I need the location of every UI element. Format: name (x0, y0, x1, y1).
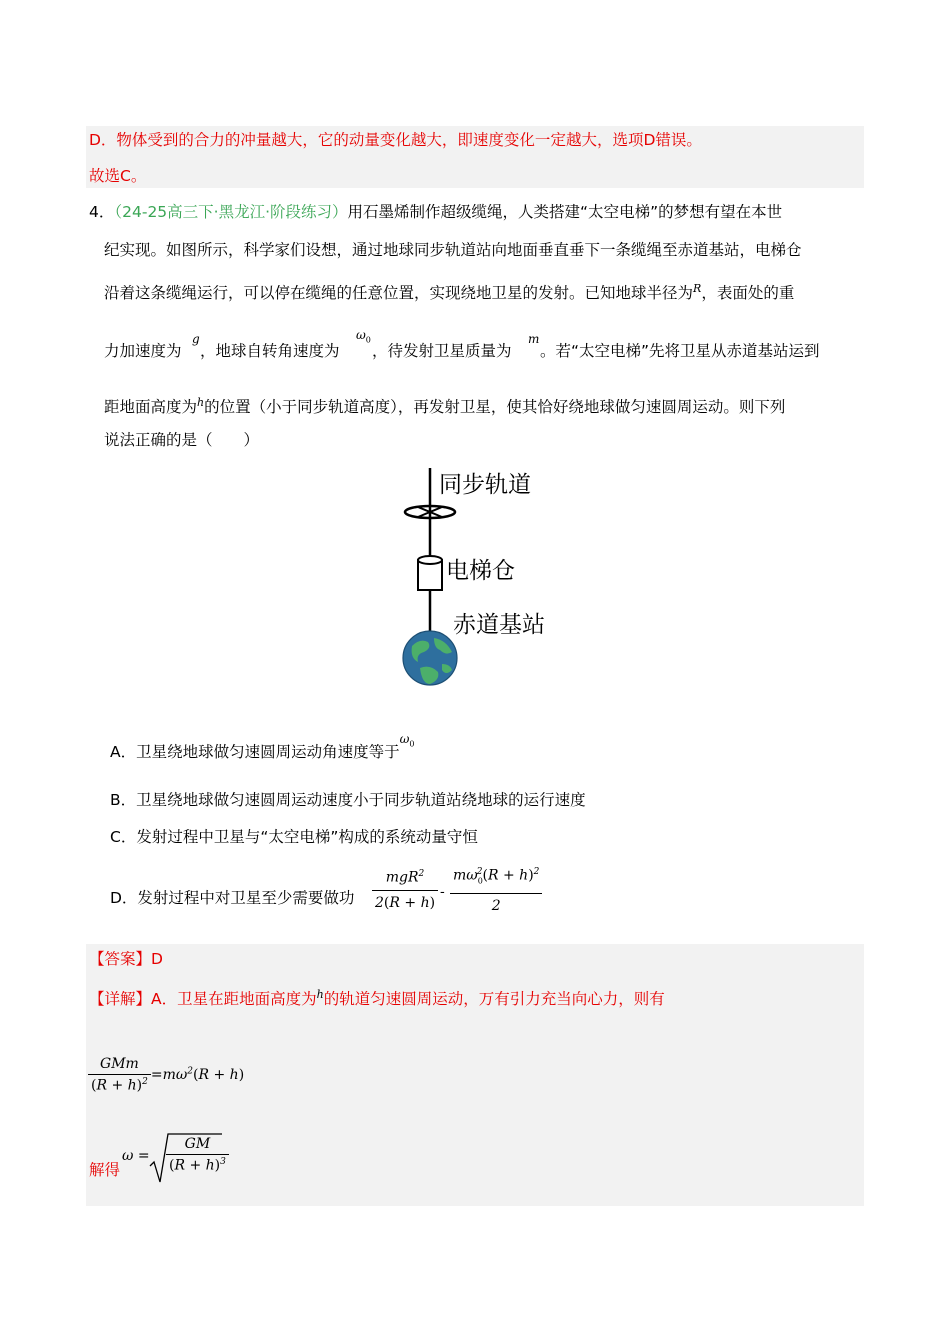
option-d: D．发射过程中对卫星至少需要做功 mgR$^2$ 2(R + h) - $\frac{m\omega_0^2(R + h)^2}{2}$ (110, 864, 570, 910)
elevator-cabin-icon (418, 556, 442, 590)
earth-icon (403, 631, 457, 685)
option-b: B．卫星绕地球做匀速圆周运动速度小于同步轨道站绕地球的运行速度 (110, 791, 586, 809)
question-line-1 (89, 202, 782, 222)
option-d-fraction-2: $\frac{m\omega_0^2(R + h)^2}{2}$ (450, 862, 542, 916)
question-line-5: 距地面高度为$^h$的位置（小于同步轨道高度），再发射卫星，使其恰好绕地球做匀速圆周运动。则下列 (104, 396, 786, 417)
option-a-omega0: ω0 (399, 732, 415, 749)
solve-label: 解得 (89, 1161, 121, 1179)
option-a: A．卫星绕地球做匀速圆周运动角速度等于$^{\omega_0}$ (110, 732, 415, 761)
equation-2-lhs: ω = (122, 1148, 150, 1164)
label-elevator: 电梯仓 (446, 558, 515, 584)
answer-value: D (151, 950, 163, 968)
equation-1-fraction: $\frac{\text{GMm}}{(R + h)^2}$ (88, 1056, 151, 1094)
answer-tag: 【答案】 (89, 950, 152, 968)
option-d-fraction-1: mgR$^2$ 2(R + h) (372, 864, 438, 913)
var-g: g (192, 332, 200, 346)
prev-option-d-explanation: D．物体受到的合力的冲量越大，它的动量变化越大，即速度变化一定越大，选项D错误。 (89, 131, 702, 149)
var-R: R (693, 282, 702, 295)
equation-2-fraction: $\frac{GM}{(R + h)^3}$ (166, 1136, 229, 1174)
prev-conclusion: 故选C。 (89, 167, 147, 185)
label-orbit: 同步轨道 (439, 472, 531, 498)
question-line-4: 力加速度为 g ，地球自转角速度为 $\omega_0$ ，待发射卫星质量为 m 。若“太空电梯”先将卫星从赤道基站运到 (104, 333, 864, 365)
option-d-minus: - (440, 884, 445, 900)
question-line-6: 说法正确的是（ ） (104, 431, 260, 449)
question-source: （24-25高三下·黑龙江·阶段练习） (114, 203, 348, 221)
var-h: h (197, 396, 205, 409)
equation-1: $\frac{\text{GMm}}{(R + h)^2}$ $=m\omega^2(R + h)$ (88, 1056, 244, 1094)
detail-line: 【详解】A．卫星在距地面高度为$^h$的轨道匀速圆周运动，万有引力充当向心力，则有 (89, 988, 665, 1009)
detail-tag: 【详解】 (89, 990, 152, 1009)
question-line-3: 沿着这条缆绳运行，可以停在缆绳的任意位置，实现绕地卫星的发射。已知地球半径为$^R$，表面处的重 (104, 282, 795, 303)
answer-line (89, 949, 163, 969)
detail-var-h: h (316, 988, 324, 1001)
question-text-1: 用石墨烯制作超级缆绳，人类搭建“太空电梯”的梦想有望在本世 (347, 203, 783, 221)
question-line-2: 纪实现。如图所示，科学家们设想，通过地球同步轨道站向地面垂直垂下一条缆绳至赤道基站，电梯仓 (104, 241, 802, 259)
label-base: 赤道基站 (453, 612, 545, 638)
var-m: m (528, 332, 540, 346)
question-number: 4． (89, 203, 115, 221)
option-c: C．发射过程中卫星与“太空电梯”构成的系统动量守恒 (110, 828, 478, 846)
var-omega0: $\omega_0$ (356, 328, 371, 345)
